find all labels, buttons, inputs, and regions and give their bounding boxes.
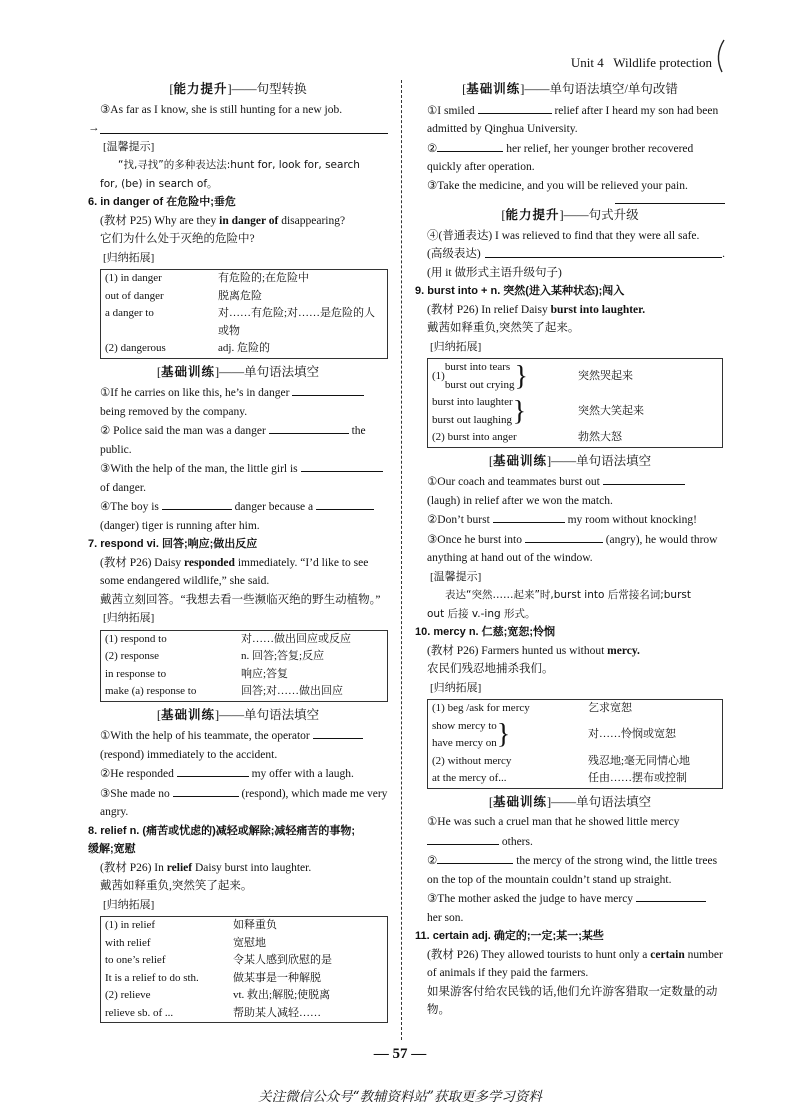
answer-blank[interactable]: [177, 764, 249, 777]
exercise-item: ② her relief, her younger brother recovered quickly after operation.: [415, 139, 725, 177]
exercise-item: ④(普通表达) I was relieved to find that they were all safe.: [427, 229, 700, 242]
exercise-item: (laugh) in relief after we won the match.: [427, 494, 613, 507]
entry-title: 10. mercy n. 仁慈;宽恕;怜悯: [415, 626, 555, 638]
answer-blank[interactable]: [427, 832, 499, 845]
exercise-item: of danger.: [100, 481, 146, 494]
exercise-item: ①He was such a cruel man that he showed little mercy: [427, 816, 680, 828]
tip-label: [ 归纳拓展 ]: [427, 338, 484, 357]
section-heading: [基础训练]——单句语法填空: [156, 707, 320, 722]
example-translation: 农民们残忍地捕杀我们。: [427, 663, 554, 675]
expansion-table: (1) in danger 有危险的;在危险中 out of danger 脱离危险 a danger to 对……有危险;对……是危险的人或物 (2) dangerous adj. 危险的: [100, 269, 388, 359]
textbook-example: (教材 P26) Farmers hunted us without mercy.: [427, 644, 640, 657]
exercise-item: (respond) immediately to the accident.: [100, 748, 278, 761]
exercise-item: ①With the help of his teammate, the operator: [88, 726, 388, 746]
section-heading: [基础训练]——单句语法填空/单句改错: [462, 82, 678, 96]
footer-text: 关注微信公众号“教辅资料站”获取更多学习资料: [258, 1089, 542, 1105]
example-translation: 戴茜如释重负,突然笑了起来。: [100, 880, 253, 892]
column-divider: [401, 80, 402, 1040]
section-heading: [基础训练]——单句语法填空: [156, 364, 320, 379]
answer-blank[interactable]: [316, 497, 374, 510]
entry-title: 11. certain adj. 确定的;一定;某一;某些: [415, 930, 604, 942]
expansion-table: (1) beg /ask for mercy 乞求宽恕 show mercy to have mercy on } 对……怜悯或宽恕 (2) without mercy 残忍地;毫无同情心地 at the mercy of... 任由……摆布或控制: [427, 699, 723, 789]
exercise-item: (高级表达) .: [415, 245, 725, 264]
exercise-item: public.: [100, 443, 132, 456]
textbook-example: (教材 P26) They allowed tourists to hunt only a certain number of animals if they paid the farmers.: [427, 948, 723, 979]
entry-title: 缓解;宽慰: [88, 843, 136, 855]
answer-blank[interactable]: [437, 139, 503, 152]
section-heading: [基础训练]——单句语法填空: [488, 453, 652, 468]
entry-title: 7. respond vi. 回答;响应;做出反应: [88, 538, 258, 550]
tip-label: [ 归纳拓展 ]: [100, 249, 157, 268]
example-translation: 戴茜立刻回答。“我想去看一些濒临灭绝的野生动植物。”: [100, 593, 381, 606]
exercise-hint: (用 it 做形式主语升级句子): [427, 266, 562, 279]
tip-label: [ 归纳拓展 ]: [100, 896, 157, 915]
expansion-table: (1) burst into tears burst out crying } 突然哭起来 burst into laughter burst out laughing } 突然大笑起来 (2) burst into anger 勃然大怒: [427, 358, 723, 448]
textbook-example: (教材 P25) Why are they in danger of disappearing?: [100, 214, 346, 227]
exercise-item: ①If he carries on like this, he’s in danger: [88, 383, 388, 403]
exercise-item: ③The mother asked the judge to have mercy: [415, 889, 725, 909]
answer-blank[interactable]: [269, 421, 349, 434]
tip-label: [ 温馨提示 ]: [427, 568, 484, 587]
answer-blank[interactable]: [636, 889, 706, 902]
exercise-item: ②Don’t burst my room without knocking!: [415, 510, 725, 530]
header-curl-icon: [712, 38, 728, 74]
exercise-item: her son.: [427, 911, 464, 924]
running-header: [571, 54, 712, 73]
answer-blank[interactable]: [437, 851, 513, 864]
tip-text: 表达“突然……起来”时,burst into 后常接名词;burst: [445, 589, 691, 601]
exercise-item: ② the mercy of the strong wind, the little trees on the top of the mountain couldn’t stand up straight.: [415, 851, 725, 889]
textbook-example: (教材 P26) In relief Daisy burst into laughter.: [427, 303, 646, 316]
entry-title: 8. relief n. (痛苦或忧虑的)减轻或解除;减轻痛苦的事物;: [88, 824, 356, 837]
answer-line[interactable]: →: [88, 119, 388, 138]
exercise-item: ①Our coach and teammates burst out: [415, 472, 725, 492]
entry-title: 6. in danger of 在危险中;垂危: [88, 196, 236, 208]
tip-text: “找,寻找”的多种表达法:hunt for, look for, search: [118, 159, 360, 171]
page-number: — 57 —: [373, 1046, 427, 1062]
tip-text: out 后接 v.-ing 形式。: [427, 607, 536, 620]
textbook-example: (教材 P26) In relief Daisy burst into laughter.: [100, 861, 312, 874]
tip-text: for, (be) in search of。: [100, 177, 218, 190]
tip-label: [ 温馨提示 ]: [100, 138, 157, 157]
answer-blank[interactable]: [493, 510, 565, 523]
example-translation: 如果游客付给农民钱的话,他们允许游客猎取一定数量的动物。: [427, 985, 718, 1016]
answer-blank[interactable]: [603, 472, 685, 485]
left-column: [88, 78, 388, 1027]
answer-blank[interactable]: [301, 459, 383, 472]
answer-line[interactable]: [615, 195, 725, 204]
entry-title: 9. burst into + n. 突然(进入某种状态);闯入: [415, 285, 625, 297]
exercise-item: ①I smiled relief after I heard my son had been admitted by Qinghua University.: [415, 101, 725, 139]
tip-label: [ 归纳拓展 ]: [427, 679, 484, 698]
answer-blank[interactable]: [292, 383, 364, 396]
tip-label: [ 归纳拓展 ]: [100, 609, 157, 628]
expansion-table: (1) in relief 如释重负 with relief 宽慰地 to one’s relief 令某人感到欣慰的是 It is a relief to do sth. 做某事是一种解脱 (2) relieve vt. 救出;解脱;使脱离 relieve sb. of ... 帮助某人减轻……: [100, 916, 388, 1023]
section-heading: [能力提升]——句型转换: [169, 82, 307, 96]
unit-label: Unit 4: [570, 55, 604, 70]
exercise-item: (danger) tiger is running after him.: [100, 519, 260, 532]
answer-blank[interactable]: [173, 784, 239, 797]
exercise-item: ②He responded my offer with a laugh.: [88, 764, 388, 784]
right-column: [415, 78, 725, 1020]
exercise-item: others.: [415, 832, 725, 852]
example-translation: 它们为什么处于灭绝的危险中?: [100, 233, 255, 245]
exercise-item: ③Take the medicine, and you will be relieved your pain.: [427, 179, 688, 192]
answer-blank[interactable]: [313, 726, 363, 739]
section-heading: [基础训练]——单句语法填空: [488, 794, 652, 809]
textbook-example: (教材 P26) Daisy responded immediately. “I’d like to see some endangered wildlife,” she said.: [100, 556, 369, 587]
exercise-item: ③As far as I know, she is still hunting for a new job.: [100, 103, 343, 116]
example-translation: 戴茜如释重负,突然笑了起来。: [427, 322, 580, 334]
exercise-item: ③She made no (respond), which made me very angry.: [88, 784, 388, 822]
expansion-table: (1) respond to 对……做出回应或反应 (2) response n. 回答;答复;反应 in response to 响应;答复 make (a) response to 回答;对……做出回应: [100, 630, 388, 702]
answer-blank[interactable]: [478, 101, 552, 114]
exercise-item: ③Once he burst into (angry), he would throw anything at hand out of the window.: [415, 530, 725, 568]
exercise-item: being removed by the company.: [100, 405, 248, 418]
answer-blank[interactable]: [525, 530, 603, 543]
exercise-item: ② Police said the man was a danger the: [88, 421, 388, 441]
answer-blank[interactable]: [485, 245, 722, 258]
exercise-item: ④The boy is danger because a: [88, 497, 388, 517]
unit-title: Wildlife protection: [613, 55, 712, 70]
section-heading: [能力提升]——句式升级: [501, 208, 639, 222]
exercise-item: ③With the help of the man, the little girl is: [88, 459, 388, 479]
answer-blank[interactable]: [162, 497, 232, 510]
